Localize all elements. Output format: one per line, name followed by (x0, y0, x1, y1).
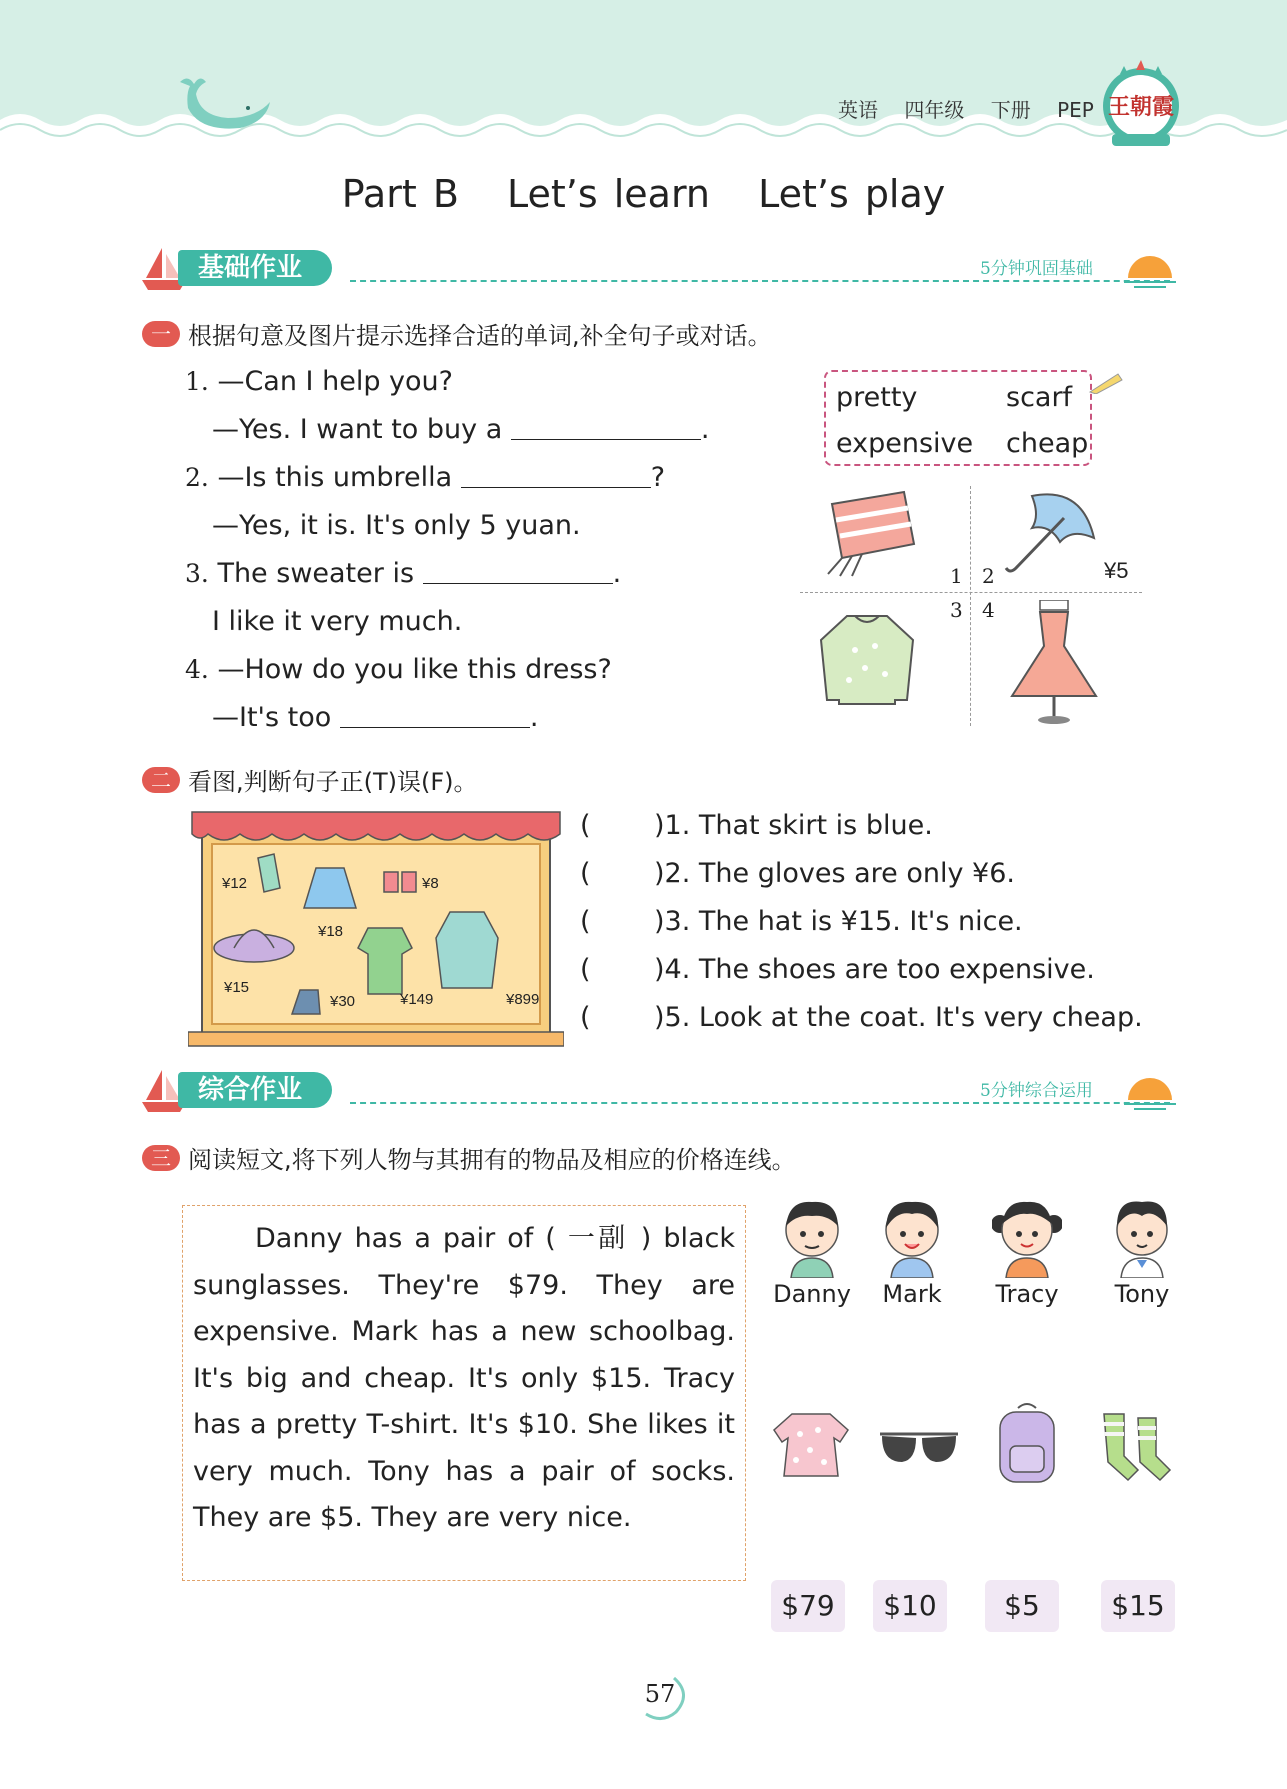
q1-heading (142, 316, 772, 351)
boy-avatar-icon (777, 1194, 847, 1278)
statement-text: 1. That skirt is blue. (664, 810, 933, 841)
scarf-icon (818, 484, 922, 580)
section-tag-comprehensive: 综合作业 (178, 1072, 332, 1108)
tf-statement-1 (580, 810, 933, 841)
tf-statement-5 (580, 1002, 1143, 1033)
q1-line-5 (185, 558, 621, 589)
q2-heading (142, 762, 478, 797)
paren-open[interactable]: ( (580, 858, 591, 889)
tf-statement-2 (580, 858, 1015, 889)
boy-avatar-icon (1107, 1194, 1177, 1278)
statement-text: 4. The shoes are too expensive. (664, 954, 1095, 985)
title-learn: Let’s learn (506, 172, 710, 216)
q1-text-8: —It's too (212, 702, 332, 733)
answer-blank-3[interactable] (423, 560, 613, 584)
q1-text-2: —Yes. I want to buy a (212, 414, 503, 445)
tf-statement-4 (580, 954, 1095, 985)
q1-text-5: The sweater is (217, 558, 415, 589)
person-name: Mark (882, 1280, 942, 1308)
socks-icon[interactable] (1090, 1400, 1180, 1490)
person-name: Tracy (995, 1280, 1059, 1308)
paren-close: ) (654, 954, 665, 985)
title-play: Let’s play (758, 172, 946, 216)
dress-icon (1004, 600, 1104, 726)
answer-blank-4[interactable] (340, 704, 530, 728)
answer-blank-2[interactable] (461, 464, 651, 488)
umbrella-icon (1002, 488, 1102, 578)
person-name: Tony (1114, 1280, 1170, 1308)
paren-close: ) (654, 1002, 665, 1033)
shop-window-picture (188, 808, 564, 1048)
whale-icon (170, 72, 280, 132)
tf-statement-3 (580, 906, 1023, 937)
shop-price-tag: ¥899 (506, 991, 540, 1008)
q1-line-1 (185, 366, 453, 397)
grid-divider-vertical (970, 486, 971, 726)
logo-text: 王朝霞 (1107, 94, 1175, 120)
price-chip[interactable]: $5 (985, 1580, 1059, 1632)
header-grade: 四年级 (904, 98, 965, 122)
price-chip[interactable]: $10 (873, 1580, 947, 1632)
q1-num-2: 2. (185, 463, 209, 492)
q1-num-1: 1. (185, 367, 209, 396)
header-meta (838, 94, 1114, 123)
paren-open[interactable]: ( (580, 810, 591, 841)
person-tony[interactable] (1097, 1194, 1187, 1308)
divider (350, 280, 1170, 282)
grid-divider-horizontal (800, 592, 1142, 593)
q1-text-1: —Can I help you? (217, 366, 453, 397)
q1-line-2 (212, 414, 709, 445)
paren-open[interactable]: ( (580, 1002, 591, 1033)
section-banner-comprehensive (140, 1066, 1180, 1116)
q1-line-6 (212, 606, 462, 637)
picture-number-3: 3 (950, 598, 963, 622)
person-danny[interactable] (767, 1194, 857, 1308)
q1-text-6: I like it very much. (212, 606, 463, 637)
pencil-icon (1088, 370, 1124, 394)
passage-text: Danny has a pair of ( 一副 ) black sunglasses. They're $79. They are expensive. Mark has a new schoolbag. It's big and cheap. It's only $15. Tracy has a pretty T-shirt. It's $10. She likes it very much. Tony has a pair of socks. They are $5. They are very nice. (193, 1223, 735, 1533)
boy-avatar-icon (877, 1194, 947, 1278)
picture-number-2: 2 (982, 564, 995, 588)
q1-line-7 (185, 654, 612, 685)
person-name: Danny (773, 1280, 851, 1308)
word-bank-item: cheap (1006, 428, 1089, 459)
page-number (630, 1672, 690, 1722)
q2-badge: 二 (142, 767, 180, 793)
paren-close: ) (654, 858, 665, 889)
q3-instruction: 阅读短文,将下列人物与其拥有的物品及相应的价格连线。 (188, 1146, 796, 1174)
paren-close: ) (654, 810, 665, 841)
word-bank-item: expensive (836, 428, 974, 459)
q1-text-3: —Is this umbrella (217, 462, 453, 493)
person-mark[interactable] (867, 1194, 957, 1308)
umbrella-price: ¥5 (1104, 558, 1129, 583)
shop-price-tag: ¥12 (222, 875, 248, 892)
q1-end-8: . (529, 702, 539, 733)
header-edition: PEP (1057, 98, 1094, 122)
q1-text-7: —How do you like this dress? (217, 654, 612, 685)
person-tracy[interactable] (982, 1194, 1072, 1308)
paren-open[interactable]: ( (580, 954, 591, 985)
logo-badge-icon (1098, 56, 1184, 152)
q1-text-4: —Yes, it is. It's only 5 yuan. (212, 510, 581, 541)
statement-text: 3. The hat is ¥15. It's nice. (664, 906, 1023, 937)
header-volume: 下册 (990, 98, 1031, 122)
page-number-text: 57 (644, 1680, 676, 1708)
section-hint-comprehensive: 5分钟综合运用 (980, 1081, 1093, 1101)
sunset-icon (1120, 248, 1180, 288)
girl-avatar-icon (992, 1194, 1062, 1278)
q1-line-4 (212, 510, 581, 541)
q1-instruction: 根据句意及图片提示选择合适的单词,补全句子或对话。 (188, 322, 772, 350)
sunset-icon (1120, 1070, 1180, 1110)
paren-close: ) (654, 906, 665, 937)
picture-number-1: 1 (950, 564, 963, 588)
word-bank (824, 370, 1092, 466)
q1-num-4: 4. (185, 655, 209, 684)
pink-dress-icon[interactable] (766, 1400, 856, 1490)
reading-passage (182, 1205, 746, 1581)
q2-instruction: 看图,判断句子正(T)误(F)。 (188, 768, 478, 796)
shop-price-tag: ¥30 (330, 993, 356, 1010)
q3-heading (142, 1140, 796, 1175)
shop-price-tag: ¥15 (224, 979, 250, 996)
q1-end-5: . (612, 558, 622, 589)
divider (350, 1102, 1170, 1104)
shop-price-tag: ¥8 (422, 875, 439, 892)
header-subject: 英语 (838, 98, 878, 122)
statement-text: 5. Look at the coat. It's very cheap. (664, 1002, 1143, 1033)
price-chip[interactable]: $79 (771, 1580, 845, 1632)
shop-price-tag: ¥149 (400, 991, 434, 1008)
q1-line-8 (212, 702, 538, 733)
word-bank-item: pretty (836, 382, 918, 413)
statement-text: 2. The gloves are only ¥6. (664, 858, 1015, 889)
shop-price-tag: ¥18 (318, 923, 344, 940)
sunglasses-icon[interactable] (874, 1400, 964, 1490)
title-part: Part B (341, 172, 459, 216)
price-chip[interactable]: $15 (1101, 1580, 1175, 1632)
q1-line-3 (185, 462, 665, 493)
page-title (0, 172, 1287, 216)
section-banner-basic (140, 244, 1180, 294)
schoolbag-icon[interactable] (982, 1400, 1072, 1490)
q3-badge: 三 (142, 1145, 180, 1171)
section-hint-basic: 5分钟巩固基础 (980, 259, 1093, 279)
section-tag-basic: 基础作业 (178, 250, 332, 286)
picture-number-4: 4 (982, 598, 995, 622)
q1-num-3: 3. (185, 559, 209, 588)
sweater-icon (815, 610, 919, 710)
paren-open[interactable]: ( (580, 906, 591, 937)
answer-blank-1[interactable] (511, 416, 701, 440)
q1-end-3: ? (650, 462, 666, 493)
word-bank-item: scarf (1006, 382, 1073, 413)
q1-badge: 一 (142, 321, 180, 347)
q1-end-2: . (700, 414, 710, 445)
